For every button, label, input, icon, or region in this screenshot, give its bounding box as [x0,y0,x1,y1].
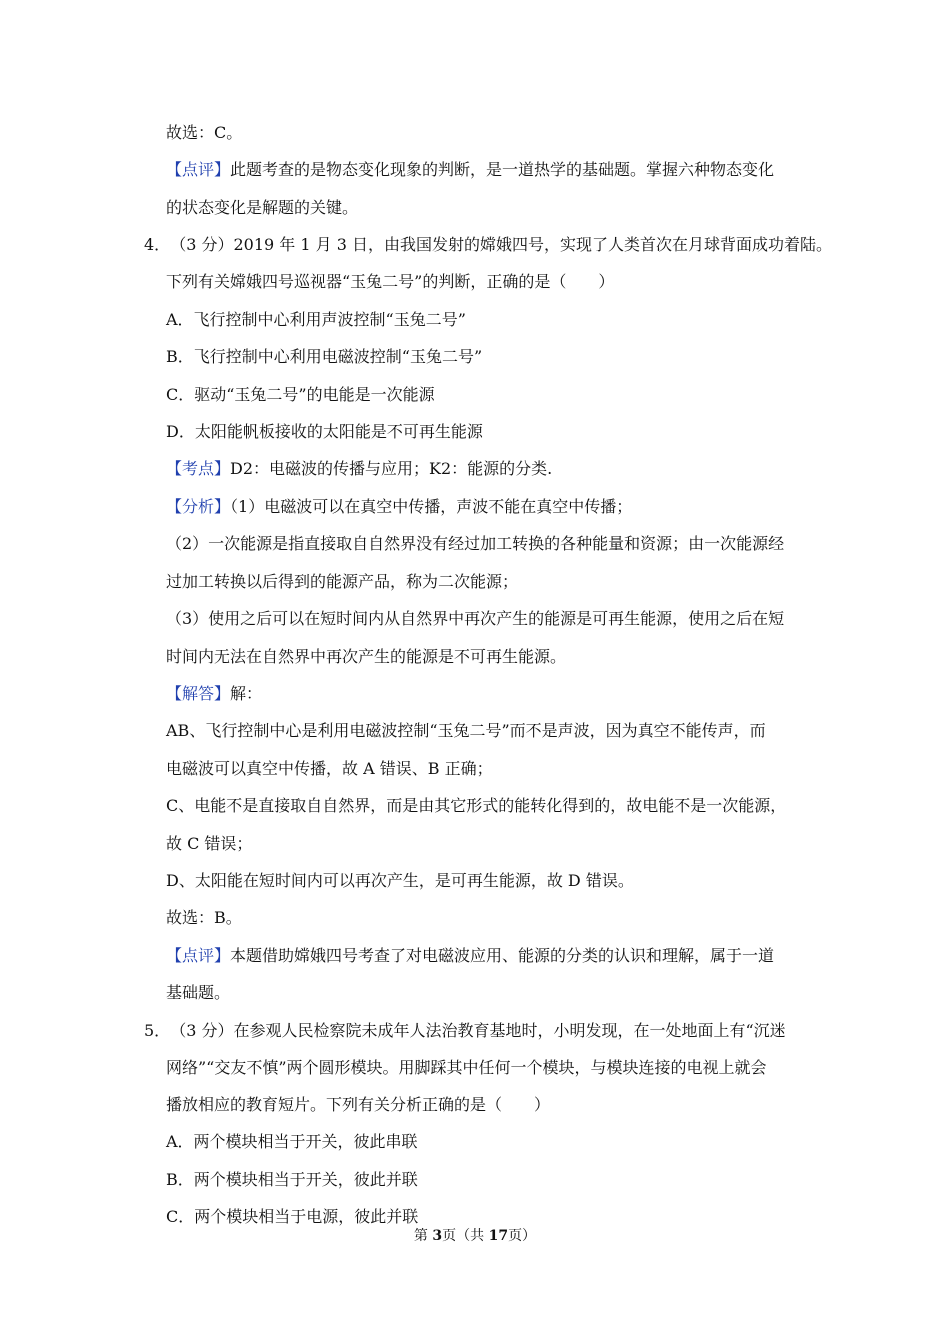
fenxi-text-1: （1）电磁波可以在真空中传播，声波不能在真空中传播； [230,497,633,516]
q4-stem-line-1 [144,234,832,256]
comment-tag: 【点评】 [166,946,231,965]
q4-fenxi-line-2: （2）一次能源是指直接取自自然界没有经过加工转换的各种能量和资源；由一次能源经 [166,534,785,553]
q3-answer: 故选：C。 [166,123,243,142]
footer-prefix: 第 [413,1228,433,1244]
footer-middle: 页（共 [442,1228,489,1244]
jieda-tag: 【解答】 [166,684,231,703]
footer-suffix: 页） [508,1228,537,1244]
footer-total-pages: 17 [488,1228,509,1244]
q3-comment-line-1 [166,159,774,181]
kaodian-text: D2：电磁波的传播与应用；K2：能源的分类. [230,459,553,478]
q4-answer: 故选：B。 [166,908,242,927]
q4-jieda-line-5: D、太阳能在短时间内可以再次产生，是可再生能源，故 D 错误。 [166,871,634,890]
q3-comment-line-2: 的状态变化是解题的关键。 [166,198,359,217]
q5-number: 5． [144,1021,171,1040]
q4-fenxi-line-1 [166,496,632,518]
q4-comment-line-2: 基础题。 [166,983,231,1002]
q4-comment-line-1 [166,945,774,967]
q4-jieda-line-2: 电磁波可以真空中传播，故 A 错误、B 正确； [166,759,493,778]
q4-jieda-line-3: C、电能不是直接取自自然界，而是由其它形式的能转化得到的，故电能不是一次能源， [166,796,787,815]
footer-page-number: 3 [432,1228,443,1244]
q4-stem-line-2: 下列有关嫦娥四号巡视器“玉兔二号”的判断，正确的是（ ） [166,272,615,291]
q5-stem-line-3: 播放相应的教育短片。下列有关分析正确的是（ ） [166,1095,551,1114]
q4-option-c: C．驱动“玉兔二号”的电能是一次能源 [166,385,435,404]
comment-tag: 【点评】 [166,160,231,179]
q4-jieda-line-1: AB、飞行控制中心是利用电磁波控制“玉兔二号”而不是声波，因为真空不能传声，而 [166,721,766,740]
q4-fenxi-line-5: 时间内无法在自然界中再次产生的能源是不可再生能源。 [166,647,567,666]
q4-stem-text: （3 分）2019 年 1 月 3 日，由我国发射的嫦娥四号，实现了人类首次在月球背面成功着陆。 [170,235,832,254]
q4-jieda-line-4: 故 C 错误； [166,834,253,853]
q4-jieda [166,683,262,705]
page-footer [0,1226,950,1246]
q4-kaodian [166,458,552,480]
q5-stem-line-1 [144,1020,786,1042]
q4-option-d: D．太阳能帆板接收的太阳能是不可再生能源 [166,422,483,441]
q4-fenxi-line-3: 过加工转换以后得到的能源产品，称为二次能源； [166,572,519,591]
jieda-text: 解： [230,684,263,703]
q5-stem-text: （3 分）在参观人民检察院未成年人法治教育基地时，小明发现，在一处地面上有“沉迷 [170,1021,786,1040]
q5-option-b: B．两个模块相当于开关，彼此并联 [166,1170,418,1189]
q4-option-b: B．飞行控制中心利用电磁波控制“玉兔二号” [166,347,483,366]
q5-option-c: C．两个模块相当于电源，彼此并联 [166,1207,419,1226]
q4-fenxi-line-4: （3）使用之后可以在短时间内从自然界中再次产生的能源是可再生能源，使用之后在短 [166,609,785,628]
kaodian-tag: 【考点】 [166,459,231,478]
q4-option-a: A．飞行控制中心利用声波控制“玉兔二号” [166,310,466,329]
q5-stem-line-2: 网络”“交友不慎”两个圆形模块。用脚踩其中任何一个模块，与模块连接的电视上就会 [166,1058,767,1077]
q5-option-a: A．两个模块相当于开关，彼此串联 [166,1132,418,1151]
q3-comment-text: 此题考查的是物态变化现象的判断，是一道热学的基础题。掌握六种物态变化 [230,160,775,179]
fenxi-tag: 【分析】 [166,497,231,516]
q4-number: 4． [144,235,171,254]
q4-comment-text: 本题借助嫦娥四号考查了对电磁波应用、能源的分类的认识和理解，属于一道 [230,946,775,965]
